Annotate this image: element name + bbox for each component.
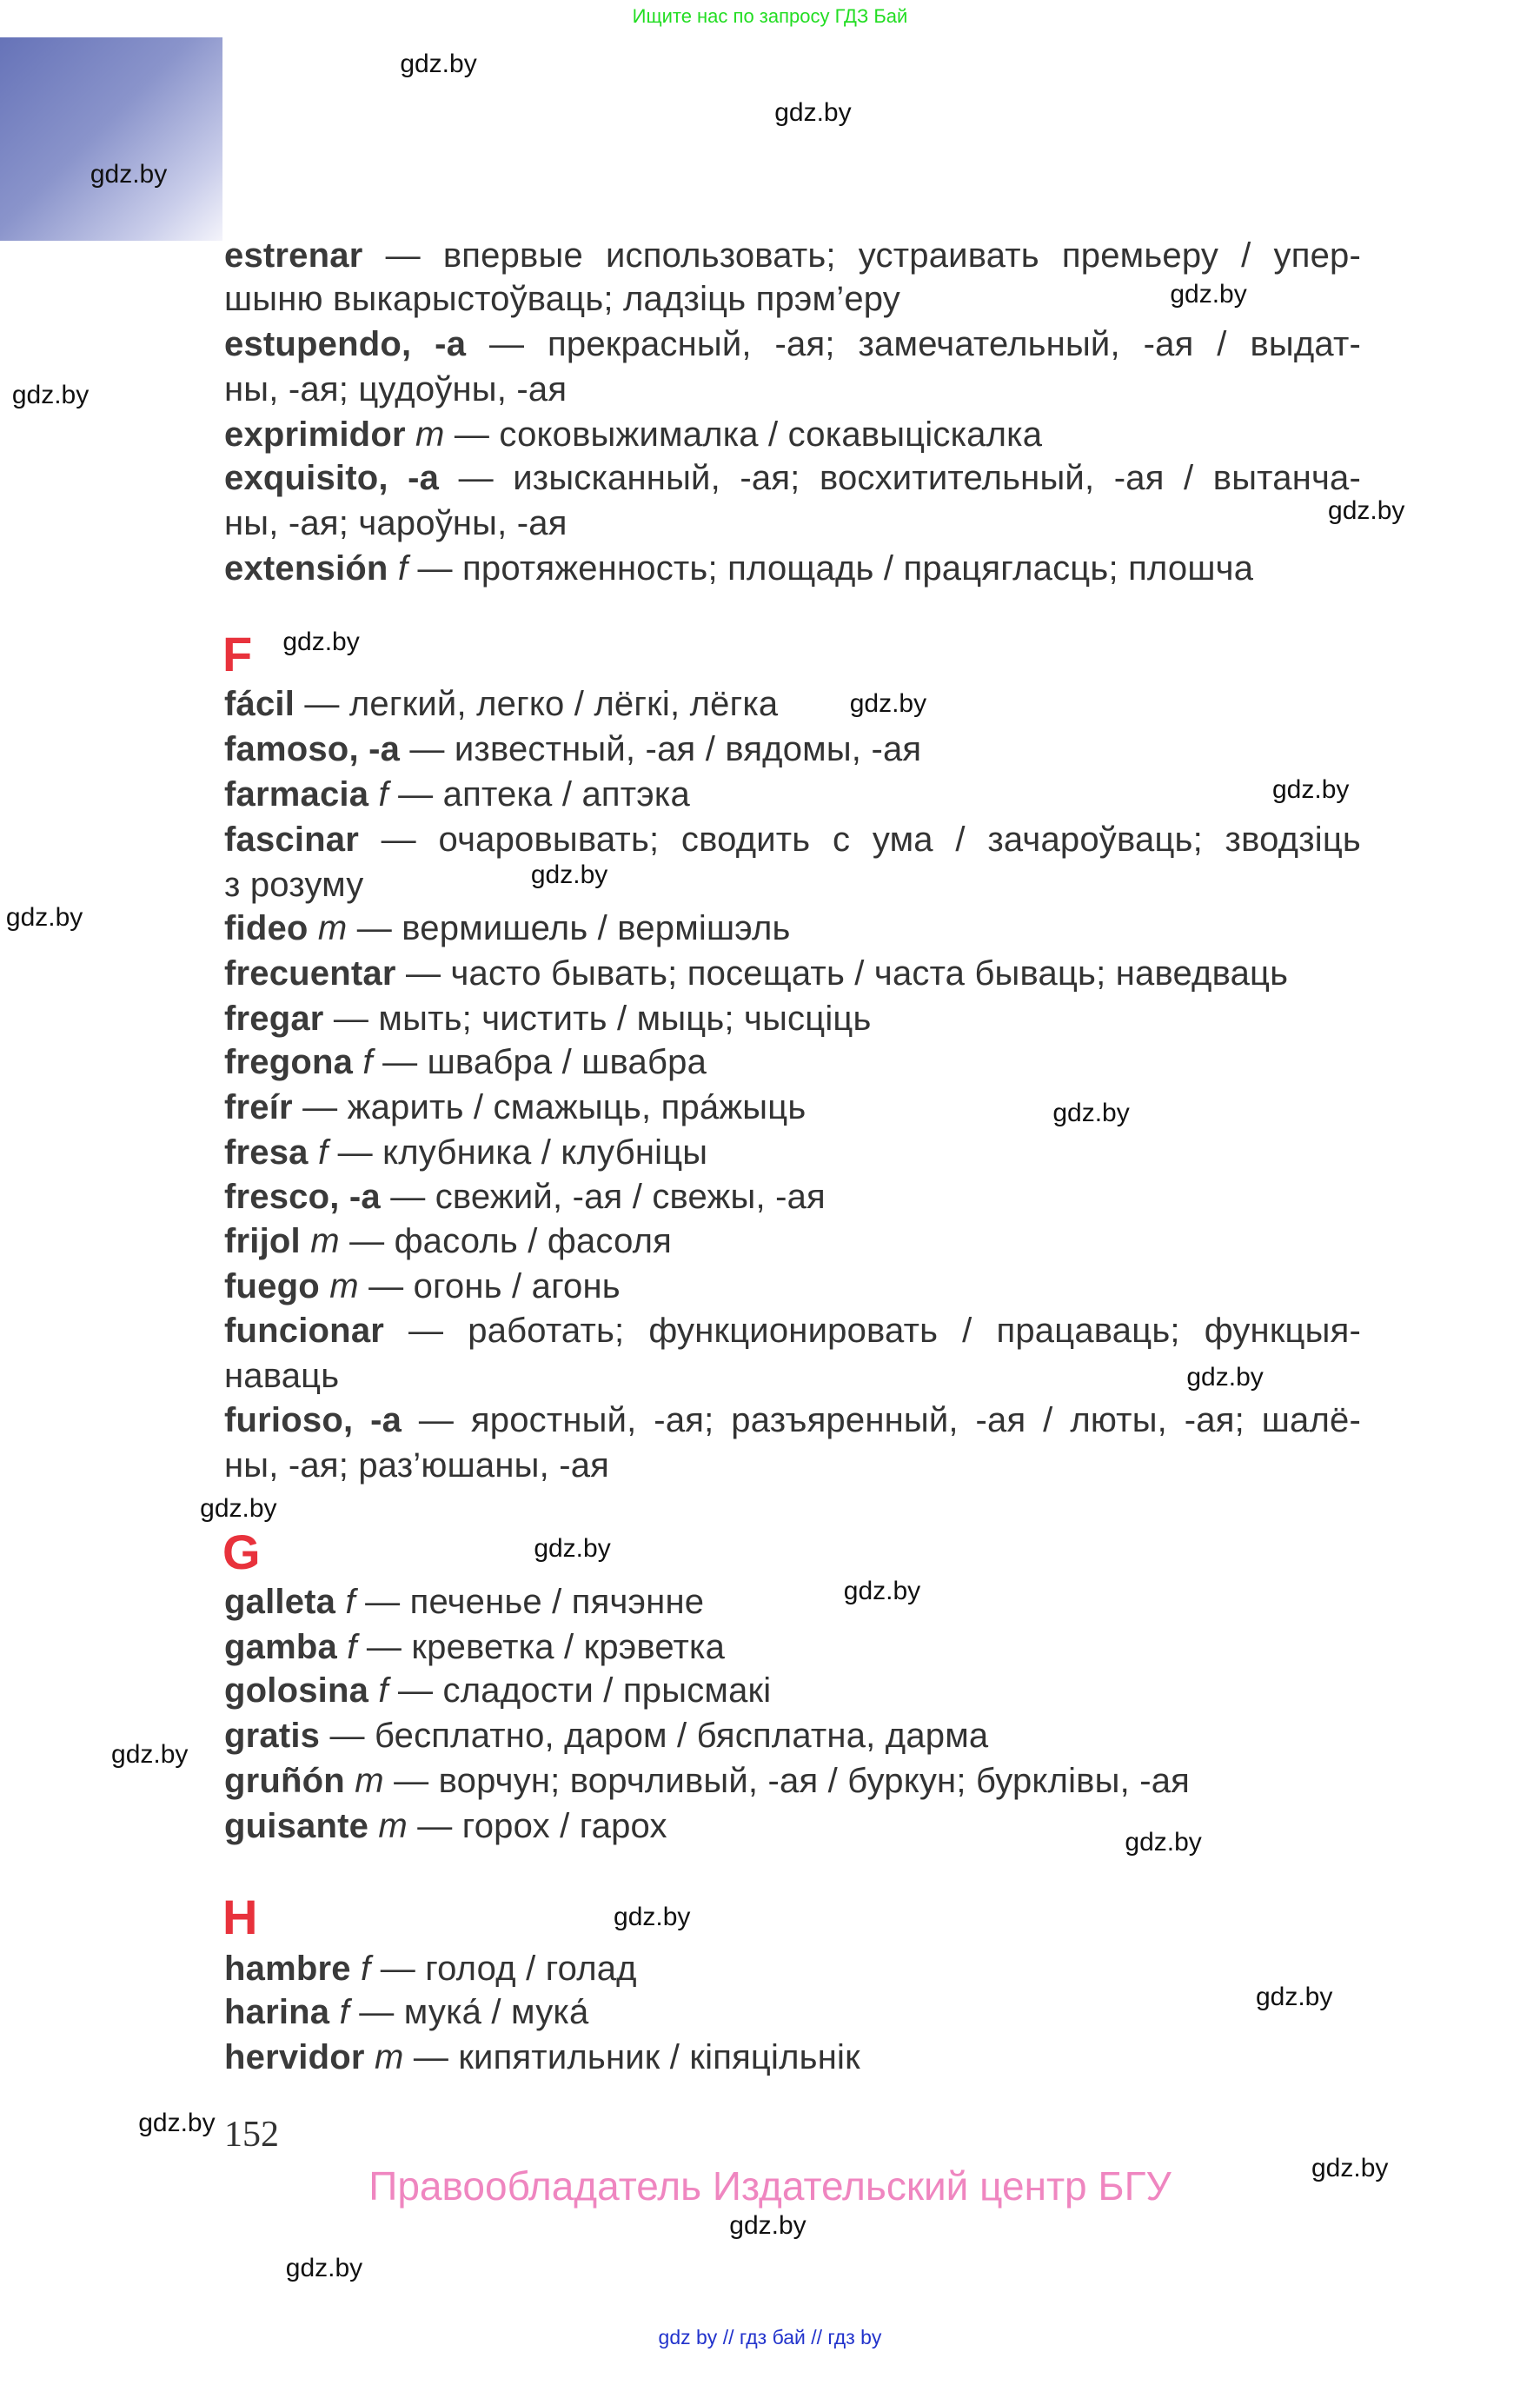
translation: наваць [224, 1357, 340, 1396]
section-letter: F [222, 626, 253, 681]
watermark-text: gdz.by [1186, 1363, 1264, 1392]
dictionary-entry-line [224, 2035, 1361, 2080]
watermark-text: gdz.by [1311, 2154, 1389, 2183]
search-hint-banner: Ищите нас по запросу ГДЗ Бай [632, 5, 908, 27]
headword: fregona [224, 1042, 354, 1081]
headword: extensión [224, 549, 388, 588]
translation: — голод / голад [380, 1950, 637, 1989]
watermark-text: gdz.by [1170, 280, 1247, 309]
dictionary-entry-line [224, 1085, 1361, 1130]
translation: — прекрасный, -ая; замечательный, -ая / выдат- [489, 325, 1361, 364]
grammatical-gender: m [329, 1266, 359, 1305]
copyright-notice: Правообладатель Издательский центр БГУ [368, 2163, 1172, 2209]
dictionary-entry-line [224, 367, 1361, 412]
translation: — мыть; чистить / мыць; чысціць [333, 999, 872, 1038]
headword: fácil [224, 684, 295, 723]
page-number: 152 [224, 2115, 279, 2155]
translation: — жарить / смажыць, пра́жыць [302, 1087, 807, 1126]
grammatical-gender: m [310, 1221, 340, 1260]
translation: ны, -ая; чароўны, -ая [224, 504, 568, 543]
translation: — очаровывать; сводить с ума / зачароўваць; зводзіць [381, 820, 1361, 859]
translation: — протяженность; площадь / працягласць; плошча [417, 549, 1254, 588]
watermark-text: gdz.by [1272, 774, 1350, 804]
headword: famoso, -a [224, 729, 401, 768]
translation: — работать; функционировать / працаваць; функцыя- [408, 1312, 1361, 1351]
translation: — печенье / пячэнне [365, 1582, 705, 1621]
translation: — впервые использовать; устраивать премьеру / упер- [385, 236, 1361, 276]
translation: — известный, -ая / вядомы, -ая [409, 729, 922, 768]
grammatical-gender: f [345, 1582, 355, 1621]
dictionary-entry-line [224, 1443, 1361, 1488]
dictionary-entry-line [224, 1308, 1361, 1353]
dictionary-entry-line [224, 1130, 1361, 1175]
headword: frijol [224, 1221, 301, 1260]
watermark-text: gdz.by [200, 1493, 277, 1523]
grammatical-gender: f [397, 549, 408, 588]
watermark-text: gdz.by [400, 50, 477, 79]
watermark-text: gdz.by [111, 1740, 189, 1770]
headword: fuego [224, 1266, 320, 1305]
dictionary-entry-line [224, 1946, 1361, 1991]
dictionary-entry-line [224, 1624, 1361, 1670]
headword: estrenar [224, 236, 363, 276]
translation: — свежий, -ая / свежы, -ая [390, 1178, 826, 1217]
watermark-text: gdz.by [843, 1576, 921, 1605]
dictionary-entry-line [224, 1668, 1361, 1713]
headword: frecuentar [224, 953, 396, 993]
dictionary-entry-line [224, 1398, 1361, 1443]
watermark-text: gdz.by [729, 2211, 807, 2241]
headword: fideo [224, 908, 309, 947]
footer-links[interactable]: gdz by // гдз бай // гдз by [658, 2326, 882, 2348]
corner-gradient-decoration [0, 37, 222, 241]
translation: — клубника / клубніцы [337, 1133, 708, 1172]
dictionary-entry-line [224, 951, 1361, 996]
section-letter: G [222, 1524, 261, 1579]
grammatical-gender: f [361, 1950, 371, 1989]
headword: gratis [224, 1716, 321, 1755]
translation: — вермишель / вермішэль [356, 908, 791, 947]
grammatical-gender: m [355, 1761, 384, 1800]
translation: — часто бывать; посещать / часта бываць; наведваць [405, 953, 1289, 993]
headword: gamba [224, 1627, 337, 1666]
translation: — изысканный, -ая; восхитительный, -ая / вытанча- [458, 459, 1361, 498]
watermark-text: gdz.by [774, 97, 852, 127]
dictionary-entry-line [224, 1174, 1361, 1219]
translation: ны, -ая; цудоўны, -ая [224, 370, 568, 409]
grammatical-gender: f [362, 1042, 373, 1081]
headword: hervidor [224, 2038, 365, 2077]
watermark-text: gdz.by [5, 902, 83, 932]
headword: fresco, -a [224, 1178, 381, 1217]
dictionary-entry-line [224, 1758, 1361, 1804]
headword: harina [224, 1993, 330, 2032]
dictionary-entry-line [224, 727, 1361, 772]
dictionary-entry-line [224, 1040, 1361, 1085]
watermark-text: gdz.by [1125, 1827, 1202, 1857]
headword: guisante [224, 1806, 369, 1845]
translation: — аптека / аптэка [398, 774, 690, 814]
translation: — фасоль / фасоля [349, 1221, 673, 1260]
translation: — яростный, -ая; разъяренный, -ая / люты, -ая; шалё- [418, 1400, 1361, 1439]
dictionary-entry-line [224, 546, 1361, 591]
dictionary-entry-line [224, 455, 1361, 501]
section-letter: H [222, 1890, 258, 1945]
headword: gruñón [224, 1761, 345, 1800]
dictionary-entry-line [224, 1990, 1361, 2035]
watermark-text: gdz.by [530, 860, 608, 890]
dictionary-entry-line [224, 412, 1361, 457]
dictionary-entry-line [224, 996, 1361, 1041]
grammatical-gender: f [339, 1993, 349, 2032]
dictionary-entry-line [224, 1576, 1361, 1624]
headword: golosina [224, 1671, 369, 1711]
headword: farmacia [224, 774, 369, 814]
dictionary-entry-line [224, 681, 1361, 727]
dictionary-entry-line [224, 501, 1361, 546]
grammatical-gender: f [317, 1133, 329, 1172]
headword: hambre [224, 1950, 351, 1989]
watermark-text: gdz.by [614, 1903, 691, 1932]
watermark-text: gdz.by [1052, 1098, 1130, 1127]
translation: — креветка / крэветка [366, 1627, 726, 1666]
dictionary-entry-line [224, 862, 1361, 907]
dictionary-entry-line [224, 772, 1361, 817]
watermark-text: gdz.by [534, 1534, 611, 1564]
watermark-text: gdz.by [1328, 496, 1405, 526]
watermark-text: gdz.by [90, 159, 168, 189]
grammatical-gender: f [378, 1671, 388, 1711]
dictionary-entry-line [224, 1264, 1361, 1309]
watermark-text: gdz.by [849, 688, 927, 718]
watermark-text: gdz.by [138, 2109, 216, 2138]
grammatical-gender: m [415, 415, 445, 455]
headword: fregar [224, 999, 324, 1038]
headword: galleta [224, 1582, 336, 1621]
headword: freír [224, 1087, 293, 1126]
translation: — горох / гарох [417, 1806, 667, 1845]
watermark-text: gdz.by [282, 627, 360, 656]
translation: — огонь / агонь [368, 1266, 621, 1305]
translation: — бесплатно, даром / бясплатна, дарма [329, 1716, 989, 1755]
watermark-text: gdz.by [1255, 1983, 1333, 2012]
headword: estupendo, -a [224, 325, 467, 364]
dictionary-entry-line [224, 1219, 1361, 1264]
translation: — легкий, легко / лёгкі, лёгка [304, 684, 779, 723]
translation: — соковыжималка / сокавыціскалка [454, 415, 1043, 455]
dictionary-entry-line [224, 906, 1361, 951]
headword: exprimidor [224, 415, 406, 455]
dictionary-entry-line [224, 322, 1361, 367]
grammatical-gender: f [347, 1627, 357, 1666]
translation: з розуму [224, 865, 364, 904]
headword: exquisito, -a [224, 459, 440, 498]
dictionary-entry-line [224, 233, 1361, 278]
grammatical-gender: m [317, 908, 348, 947]
headword: funcionar [224, 1312, 385, 1351]
grammatical-gender: m [378, 1806, 408, 1845]
headword: furioso, -a [224, 1400, 402, 1439]
translation: — мука́ / мука́ [359, 1993, 589, 2032]
grammatical-gender: f [378, 774, 388, 814]
translation: шыню выкарыстоўваць; ладзіць прэм’еру [224, 280, 900, 319]
translation: — швабра / швабра [382, 1042, 707, 1081]
watermark-text: gdz.by [285, 2253, 363, 2282]
translation: — кипятильник / кіпяцільнік [413, 2038, 860, 2077]
headword: fresa [224, 1133, 309, 1172]
grammatical-gender: m [374, 2038, 404, 2077]
dictionary-entry-line [224, 1713, 1361, 1758]
translation: — сладости / прысмакі [398, 1671, 772, 1711]
headword: fascinar [224, 820, 360, 859]
dictionary-entry-line [224, 817, 1361, 862]
watermark-text: gdz.by [11, 381, 90, 410]
translation: ны, -ая; раз’юшаны, -ая [224, 1445, 610, 1485]
translation: — ворчун; ворчливый, -ая / буркун; бурклівы, -ая [394, 1761, 1191, 1800]
